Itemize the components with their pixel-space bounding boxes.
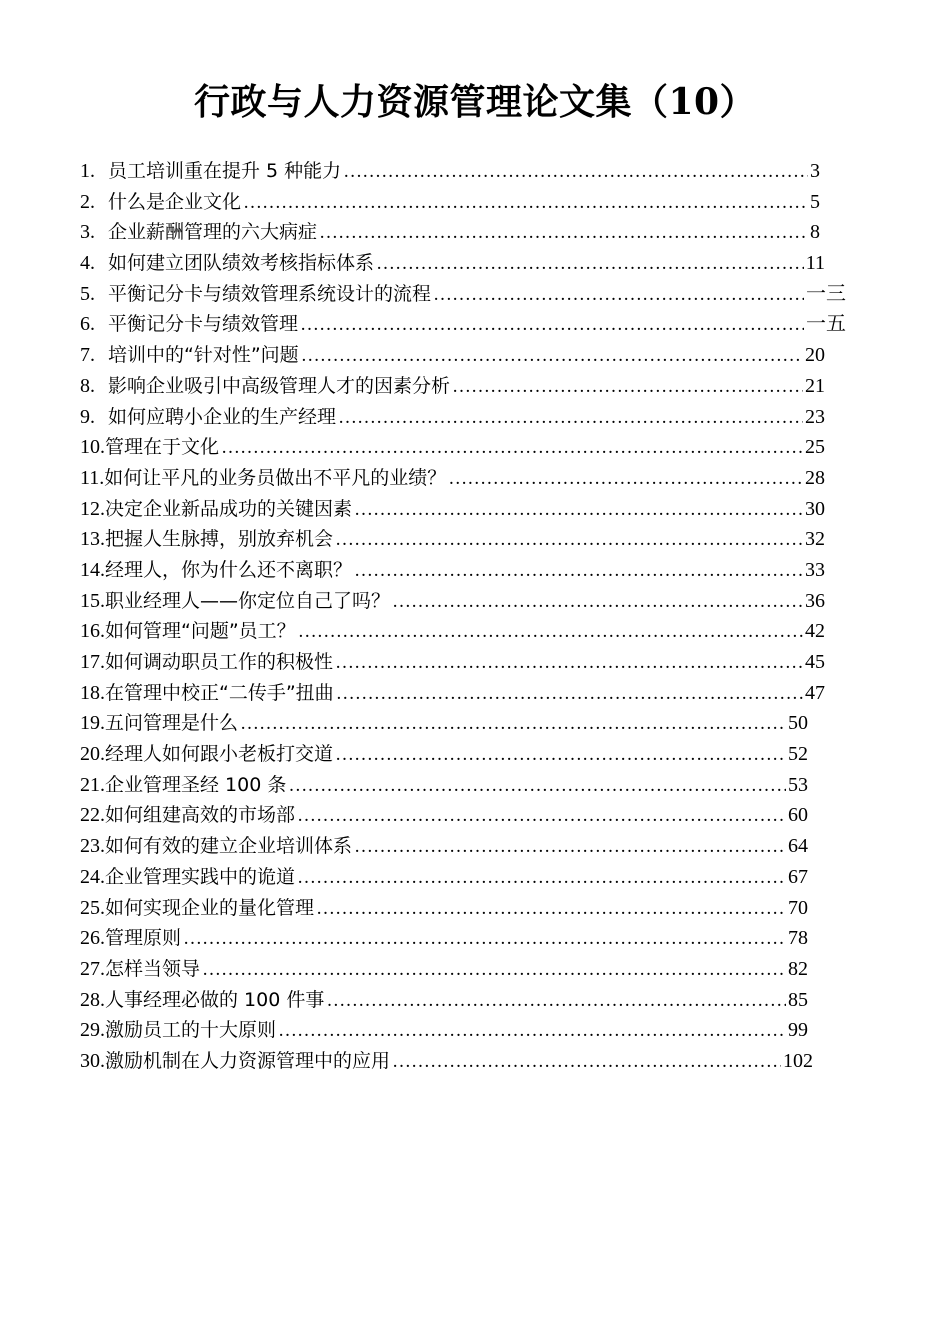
toc-entry-title: 激励员工的十大原则 — [105, 1019, 277, 1042]
toc-entry-title: 如何管理“问题”员工？ — [105, 620, 296, 643]
toc-dot-leader — [300, 310, 804, 341]
toc-entry[interactable] — [80, 494, 825, 525]
toc-entry-number: 5. — [80, 282, 95, 305]
toc-dot-leader — [354, 495, 803, 526]
toc-entry[interactable] — [80, 647, 825, 678]
table-of-contents — [80, 156, 870, 1077]
toc-entry-page: 21 — [805, 374, 825, 397]
toc-entry[interactable] — [80, 187, 820, 218]
toc-dot-leader — [297, 801, 786, 832]
toc-entry-number: 29. — [80, 1019, 105, 1042]
toc-dot-leader — [392, 1047, 781, 1078]
toc-entry-title: 企业管理圣经 100 条 — [105, 773, 287, 796]
toc-entry-page: 52 — [788, 743, 808, 766]
toc-entry[interactable] — [80, 800, 808, 831]
toc-dot-leader — [221, 433, 803, 464]
toc-entry-page: 47 — [805, 681, 825, 704]
toc-dot-leader — [240, 709, 786, 740]
toc-dot-leader — [183, 924, 786, 955]
toc-entry-number: 30. — [80, 1049, 105, 1072]
toc-entry-title: 经理人，你为什么还不离职？ — [105, 558, 353, 581]
toc-entry-title: 平衡记分卡与绩效管理系统设计的流程 — [108, 282, 432, 305]
toc-entry-number: 8. — [80, 374, 95, 397]
toc-entry-number: 10. — [80, 436, 105, 459]
toc-entry-title: 管理在于文化 — [105, 436, 220, 459]
toc-entry[interactable] — [80, 156, 820, 187]
toc-entry-page: 78 — [788, 927, 808, 950]
toc-entry-number: 3. — [80, 221, 95, 244]
toc-entry-page: 53 — [788, 773, 808, 796]
toc-dot-leader — [433, 280, 804, 311]
toc-dot-leader — [316, 894, 786, 925]
toc-entry-page: 8 — [810, 221, 820, 244]
toc-entry-number: 25. — [80, 896, 105, 919]
toc-entry-number: 15. — [80, 589, 105, 612]
toc-dot-leader — [392, 587, 803, 618]
toc-entry-title: 在管理中校正“二传手”扭曲 — [105, 681, 334, 704]
toc-entry-title: 如何调动职员工作的积极性 — [105, 651, 334, 673]
toc-entry-number: 26. — [80, 927, 105, 950]
toc-dot-leader — [354, 556, 803, 587]
toc-dot-leader — [297, 863, 786, 894]
toc-entry-number: 18. — [80, 681, 105, 704]
toc-entry-title: 人事经理必做的 100 件事 — [105, 988, 325, 1011]
toc-entry-number: 4. — [80, 252, 95, 275]
toc-entry[interactable] — [80, 279, 846, 310]
toc-entry-title: 激励机制在人力资源管理中的应用 — [105, 1049, 391, 1072]
toc-entry-title: 平衡记分卡与绩效管理 — [108, 313, 299, 336]
toc-entry-title: 怎样当领导 — [105, 957, 201, 980]
toc-dot-leader — [336, 679, 803, 710]
toc-entry-number: 17. — [80, 651, 105, 673]
toc-entry-title: 如何有效的建立企业培训体系 — [105, 835, 353, 858]
toc-entry-page: 50 — [788, 712, 808, 735]
toc-dot-leader — [448, 464, 803, 495]
toc-entry-number: 22. — [80, 804, 105, 827]
toc-entry-number: 20. — [80, 743, 105, 766]
toc-entry-title: 经理人如何跟小老板打交道 — [105, 743, 334, 766]
toc-entry-number: 2. — [80, 190, 95, 213]
page-title: 行政与人力资源管理论文集（10） — [193, 81, 757, 123]
toc-entry[interactable] — [80, 893, 808, 924]
toc-entry[interactable] — [80, 678, 825, 709]
toc-entry-number: 27. — [80, 957, 105, 980]
toc-entry-page: 99 — [788, 1019, 808, 1042]
toc-entry-page: 5 — [810, 190, 820, 213]
toc-entry-number: 24. — [80, 865, 105, 888]
toc-entry-page: 42 — [805, 620, 825, 643]
toc-entry-title: 员工培训重在提升 5 种能力 — [108, 160, 342, 182]
toc-entry-title: 什么是企业文化 — [108, 190, 242, 213]
toc-entry[interactable] — [80, 248, 825, 279]
toc-entry-title: 把握人生脉搏，别放弃机会 — [105, 528, 334, 551]
toc-entry-title: 如何应聘小企业的生产经理 — [108, 405, 337, 428]
toc-entry-page: 36 — [805, 589, 825, 612]
toc-entry-number: 7. — [80, 344, 95, 367]
toc-entry-title: 如何组建高效的市场部 — [105, 804, 296, 827]
toc-dot-leader — [278, 1016, 786, 1047]
toc-entry-page: 60 — [788, 804, 808, 827]
toc-dot-leader — [376, 249, 804, 280]
toc-entry-page: 32 — [805, 528, 825, 551]
toc-entry[interactable] — [80, 371, 825, 402]
toc-entry[interactable] — [80, 831, 808, 862]
toc-entry[interactable] — [80, 217, 820, 248]
toc-entry-page: 25 — [805, 436, 825, 459]
toc-dot-leader — [288, 771, 786, 802]
toc-entry[interactable] — [80, 708, 808, 739]
toc-entry[interactable] — [80, 1046, 813, 1077]
toc-entry-number: 6. — [80, 313, 95, 336]
toc-entry[interactable] — [80, 340, 825, 371]
toc-entry-page: 45 — [805, 651, 825, 673]
toc-entry[interactable] — [80, 402, 825, 433]
toc-entry-title: 管理原则 — [105, 927, 182, 950]
toc-entry-number: 19. — [80, 712, 105, 735]
toc-entry[interactable] — [80, 985, 808, 1016]
toc-dot-leader — [354, 832, 786, 863]
toc-entry-page: 33 — [805, 558, 825, 581]
toc-entry[interactable] — [80, 555, 825, 586]
toc-entry-number: 9. — [80, 405, 95, 428]
toc-entry-page: 30 — [805, 497, 825, 520]
toc-entry-page: 82 — [788, 957, 808, 980]
toc-entry[interactable] — [80, 524, 825, 555]
toc-entry[interactable] — [80, 432, 825, 463]
toc-dot-leader — [301, 341, 803, 372]
toc-entry-number: 28. — [80, 988, 105, 1011]
toc-entry-title: 如何让平凡的业务员做出不平凡的业绩？ — [104, 466, 447, 489]
toc-entry-page: 102 — [783, 1049, 813, 1072]
toc-entry[interactable] — [80, 463, 825, 494]
toc-entry-page: 85 — [788, 988, 808, 1011]
toc-entry-title: 如何建立团队绩效考核指标体系 — [108, 252, 375, 275]
toc-dot-leader — [335, 740, 786, 771]
toc-dot-leader — [326, 986, 786, 1017]
toc-entry[interactable] — [80, 586, 825, 617]
toc-entry-number: 1. — [80, 160, 95, 182]
toc-dot-leader — [335, 648, 803, 679]
toc-dot-leader — [335, 525, 803, 556]
toc-entry[interactable] — [80, 862, 808, 893]
toc-entry[interactable] — [80, 309, 846, 340]
toc-dot-leader — [319, 218, 808, 249]
toc-entry-number: 12. — [80, 497, 105, 520]
toc-entry-page: 20 — [805, 344, 825, 367]
toc-entry-title: 影响企业吸引中高级管理人才的因素分析 — [108, 374, 451, 397]
toc-entry-number: 14. — [80, 558, 105, 581]
toc-entry-page: 一五 — [806, 313, 846, 336]
toc-entry-title: 企业管理实践中的诡道 — [105, 865, 296, 888]
toc-entry-title: 如何实现企业的量化管理 — [105, 896, 315, 919]
toc-dot-leader — [338, 403, 803, 434]
toc-entry-title: 职业经理人——你定位自己了吗？ — [105, 589, 391, 612]
toc-entry-number: 11. — [80, 466, 105, 489]
toc-entry[interactable] — [80, 1015, 808, 1046]
toc-entry-number: 13. — [80, 528, 105, 551]
toc-entry-number: 16. — [80, 620, 105, 643]
toc-entry[interactable] — [80, 923, 808, 954]
toc-entry-page: 67 — [788, 865, 808, 888]
toc-entry-page: 64 — [788, 835, 808, 858]
toc-entry-page: 11 — [805, 252, 825, 275]
toc-entry[interactable] — [80, 954, 808, 985]
toc-dot-leader — [243, 188, 808, 219]
toc-entry-page: 一三 — [806, 282, 846, 305]
toc-entry[interactable] — [80, 770, 808, 801]
toc-entry-title: 五问管理是什么 — [105, 712, 239, 735]
toc-entry-title: 培训中的“针对性”问题 — [108, 344, 299, 367]
toc-entry-page: 23 — [805, 405, 825, 428]
toc-dot-leader — [452, 372, 803, 403]
toc-dot-leader — [202, 955, 786, 986]
toc-entry-title: 企业薪酬管理的六大病症 — [108, 221, 318, 244]
toc-dot-leader — [298, 617, 803, 648]
toc-entry[interactable] — [80, 616, 825, 647]
toc-entry-number: 21. — [80, 773, 105, 796]
toc-entry-page: 3 — [810, 160, 820, 182]
toc-entry-page: 28 — [805, 466, 825, 489]
toc-entry[interactable] — [80, 739, 808, 770]
toc-entry-page: 70 — [788, 896, 808, 919]
toc-entry-title: 决定企业新品成功的关键因素 — [105, 497, 353, 520]
toc-entry-number: 23. — [80, 835, 105, 858]
toc-dot-leader — [343, 157, 808, 188]
